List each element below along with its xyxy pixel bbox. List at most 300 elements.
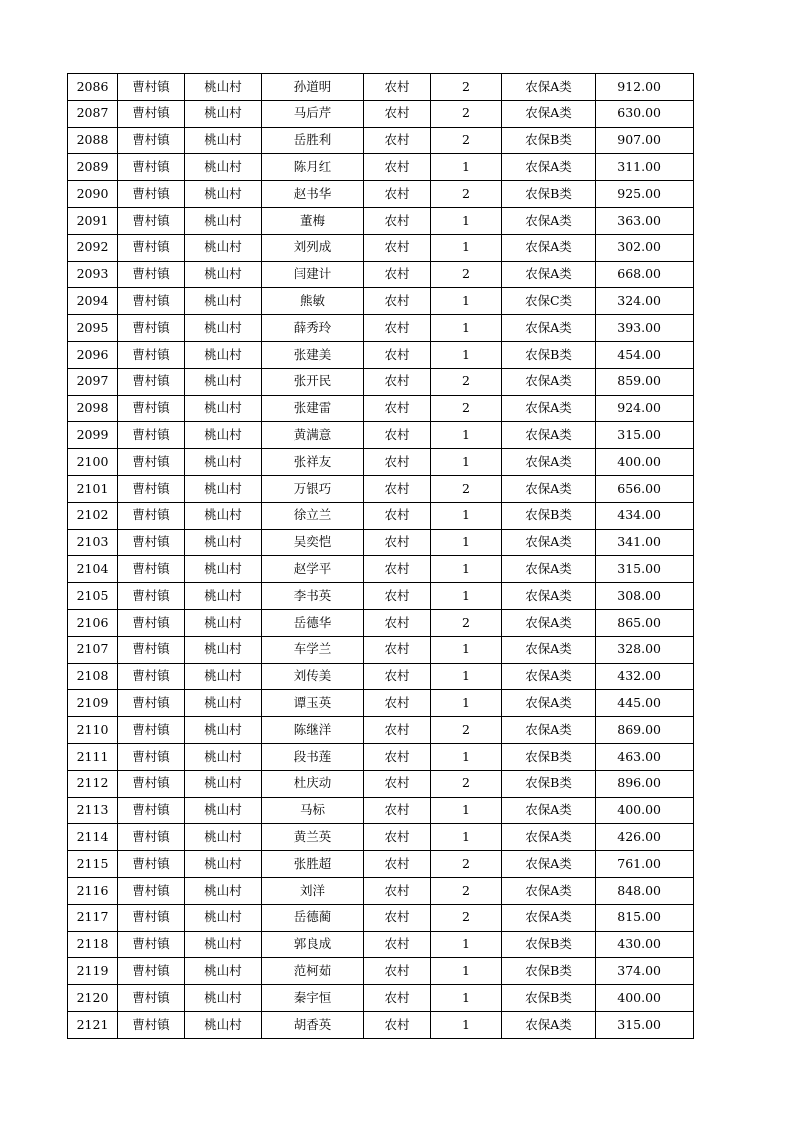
residence-type-cell: 农村: [364, 958, 431, 985]
household-size-cell: 1: [431, 502, 502, 529]
town-cell: 曹村镇: [118, 261, 185, 288]
amount-cell: 328.00: [596, 636, 694, 663]
household-size-cell: 1: [431, 556, 502, 583]
table-row: [68, 797, 694, 824]
person-name-cell: 刘列成: [262, 234, 364, 261]
town-cell: 曹村镇: [118, 341, 185, 368]
person-name-cell: 吴奕恺: [262, 529, 364, 556]
residence-type-cell: 农村: [364, 261, 431, 288]
household-size-cell: 1: [431, 797, 502, 824]
insurance-category-cell: 农保A类: [502, 717, 596, 744]
residence-type-cell: 农村: [364, 529, 431, 556]
insurance-category-cell: 农保A类: [502, 475, 596, 502]
town-cell: 曹村镇: [118, 797, 185, 824]
row-number-cell: 2112: [68, 770, 118, 797]
insurance-category-cell: 农保B类: [502, 985, 596, 1012]
insurance-category-cell: 农保A类: [502, 315, 596, 342]
village-cell: 桃山村: [185, 931, 262, 958]
residence-type-cell: 农村: [364, 449, 431, 476]
row-number-cell: 2093: [68, 261, 118, 288]
row-number-cell: 2098: [68, 395, 118, 422]
household-size-cell: 1: [431, 985, 502, 1012]
insurance-category-cell: 农保C类: [502, 288, 596, 315]
village-cell: 桃山村: [185, 502, 262, 529]
household-size-cell: 1: [431, 958, 502, 985]
row-number-cell: 2089: [68, 154, 118, 181]
household-size-cell: 1: [431, 663, 502, 690]
insurance-category-cell: 农保A类: [502, 100, 596, 127]
town-cell: 曹村镇: [118, 770, 185, 797]
person-name-cell: 刘洋: [262, 877, 364, 904]
household-size-cell: 1: [431, 154, 502, 181]
table-row: [68, 609, 694, 636]
insurance-category-cell: 农保A类: [502, 690, 596, 717]
residence-type-cell: 农村: [364, 341, 431, 368]
village-cell: 桃山村: [185, 422, 262, 449]
table-row: [68, 851, 694, 878]
town-cell: 曹村镇: [118, 931, 185, 958]
household-size-cell: 2: [431, 851, 502, 878]
residence-type-cell: 农村: [364, 690, 431, 717]
person-name-cell: 岳德蔺: [262, 904, 364, 931]
household-size-cell: 1: [431, 529, 502, 556]
table-row: [68, 556, 694, 583]
village-cell: 桃山村: [185, 556, 262, 583]
residence-type-cell: 农村: [364, 877, 431, 904]
town-cell: 曹村镇: [118, 181, 185, 208]
table-row: [68, 663, 694, 690]
household-size-cell: 2: [431, 609, 502, 636]
residence-type-cell: 农村: [364, 824, 431, 851]
table-row: [68, 475, 694, 502]
residence-type-cell: 农村: [364, 368, 431, 395]
residence-type-cell: 农村: [364, 931, 431, 958]
insurance-category-cell: 农保B类: [502, 341, 596, 368]
person-name-cell: 郭良成: [262, 931, 364, 958]
person-name-cell: 熊敏: [262, 288, 364, 315]
person-name-cell: 张胜超: [262, 851, 364, 878]
row-number-cell: 2106: [68, 609, 118, 636]
household-size-cell: 2: [431, 261, 502, 288]
person-name-cell: 万银巧: [262, 475, 364, 502]
town-cell: 曹村镇: [118, 368, 185, 395]
amount-cell: 865.00: [596, 609, 694, 636]
residence-type-cell: 农村: [364, 502, 431, 529]
village-cell: 桃山村: [185, 663, 262, 690]
village-cell: 桃山村: [185, 181, 262, 208]
amount-cell: 912.00: [596, 74, 694, 101]
residence-type-cell: 农村: [364, 154, 431, 181]
table-row: [68, 985, 694, 1012]
residence-type-cell: 农村: [364, 556, 431, 583]
person-name-cell: 陈月红: [262, 154, 364, 181]
insurance-category-cell: 农保A类: [502, 234, 596, 261]
row-number-cell: 2094: [68, 288, 118, 315]
village-cell: 桃山村: [185, 341, 262, 368]
insurance-category-cell: 农保A类: [502, 636, 596, 663]
town-cell: 曹村镇: [118, 154, 185, 181]
row-number-cell: 2108: [68, 663, 118, 690]
residence-type-cell: 农村: [364, 583, 431, 610]
table-row: [68, 181, 694, 208]
household-size-cell: 1: [431, 824, 502, 851]
person-name-cell: 张建美: [262, 341, 364, 368]
table-row: [68, 261, 694, 288]
amount-cell: 432.00: [596, 663, 694, 690]
village-cell: 桃山村: [185, 717, 262, 744]
amount-cell: 815.00: [596, 904, 694, 931]
household-size-cell: 1: [431, 288, 502, 315]
residence-type-cell: 农村: [364, 475, 431, 502]
table-row: [68, 690, 694, 717]
town-cell: 曹村镇: [118, 207, 185, 234]
household-size-cell: 2: [431, 904, 502, 931]
village-cell: 桃山村: [185, 288, 262, 315]
insurance-category-cell: 农保B类: [502, 181, 596, 208]
village-cell: 桃山村: [185, 824, 262, 851]
row-number-cell: 2092: [68, 234, 118, 261]
residence-type-cell: 农村: [364, 743, 431, 770]
residence-type-cell: 农村: [364, 797, 431, 824]
amount-cell: 848.00: [596, 877, 694, 904]
town-cell: 曹村镇: [118, 315, 185, 342]
household-size-cell: 1: [431, 931, 502, 958]
table-row: [68, 315, 694, 342]
row-number-cell: 2115: [68, 851, 118, 878]
village-cell: 桃山村: [185, 234, 262, 261]
row-number-cell: 2104: [68, 556, 118, 583]
town-cell: 曹村镇: [118, 288, 185, 315]
residence-type-cell: 农村: [364, 207, 431, 234]
amount-cell: 324.00: [596, 288, 694, 315]
town-cell: 曹村镇: [118, 127, 185, 154]
amount-cell: 761.00: [596, 851, 694, 878]
household-size-cell: 1: [431, 341, 502, 368]
town-cell: 曹村镇: [118, 100, 185, 127]
table-row: [68, 74, 694, 101]
row-number-cell: 2095: [68, 315, 118, 342]
residence-type-cell: 农村: [364, 851, 431, 878]
person-name-cell: 岳胜利: [262, 127, 364, 154]
table-row: [68, 636, 694, 663]
village-cell: 桃山村: [185, 100, 262, 127]
insurance-category-cell: 农保A类: [502, 797, 596, 824]
table-row: [68, 502, 694, 529]
village-cell: 桃山村: [185, 261, 262, 288]
residence-type-cell: 农村: [364, 127, 431, 154]
amount-cell: 445.00: [596, 690, 694, 717]
row-number-cell: 2117: [68, 904, 118, 931]
residence-type-cell: 农村: [364, 663, 431, 690]
row-number-cell: 2121: [68, 1011, 118, 1038]
insurance-category-cell: 农保A类: [502, 904, 596, 931]
person-name-cell: 车学兰: [262, 636, 364, 663]
insurance-category-cell: 农保B类: [502, 931, 596, 958]
person-name-cell: 黄满意: [262, 422, 364, 449]
town-cell: 曹村镇: [118, 422, 185, 449]
town-cell: 曹村镇: [118, 502, 185, 529]
household-size-cell: 1: [431, 207, 502, 234]
amount-cell: 426.00: [596, 824, 694, 851]
amount-cell: 400.00: [596, 797, 694, 824]
row-number-cell: 2119: [68, 958, 118, 985]
town-cell: 曹村镇: [118, 1011, 185, 1038]
person-name-cell: 陈继洋: [262, 717, 364, 744]
row-number-cell: 2111: [68, 743, 118, 770]
person-name-cell: 董梅: [262, 207, 364, 234]
row-number-cell: 2088: [68, 127, 118, 154]
row-number-cell: 2086: [68, 74, 118, 101]
household-size-cell: 2: [431, 395, 502, 422]
table-row: [68, 395, 694, 422]
insurance-category-cell: 农保A类: [502, 207, 596, 234]
amount-cell: 302.00: [596, 234, 694, 261]
residence-type-cell: 农村: [364, 422, 431, 449]
table-row: [68, 958, 694, 985]
household-size-cell: 1: [431, 449, 502, 476]
village-cell: 桃山村: [185, 877, 262, 904]
insurance-category-cell: 农保A类: [502, 556, 596, 583]
table-row: [68, 449, 694, 476]
amount-cell: 859.00: [596, 368, 694, 395]
amount-cell: 430.00: [596, 931, 694, 958]
row-number-cell: 2118: [68, 931, 118, 958]
table-row: [68, 234, 694, 261]
residence-type-cell: 农村: [364, 74, 431, 101]
row-number-cell: 2107: [68, 636, 118, 663]
person-name-cell: 段书莲: [262, 743, 364, 770]
amount-cell: 308.00: [596, 583, 694, 610]
row-number-cell: 2110: [68, 717, 118, 744]
amount-cell: 315.00: [596, 1011, 694, 1038]
row-number-cell: 2114: [68, 824, 118, 851]
table-row: [68, 422, 694, 449]
row-number-cell: 2087: [68, 100, 118, 127]
person-name-cell: 马标: [262, 797, 364, 824]
residence-type-cell: 农村: [364, 315, 431, 342]
amount-cell: 311.00: [596, 154, 694, 181]
town-cell: 曹村镇: [118, 985, 185, 1012]
insurance-category-cell: 农保A类: [502, 74, 596, 101]
table-row: [68, 931, 694, 958]
row-number-cell: 2101: [68, 475, 118, 502]
village-cell: 桃山村: [185, 985, 262, 1012]
household-size-cell: 2: [431, 368, 502, 395]
insurance-category-cell: 农保A类: [502, 395, 596, 422]
insurance-category-cell: 农保A类: [502, 449, 596, 476]
amount-cell: 315.00: [596, 556, 694, 583]
row-number-cell: 2091: [68, 207, 118, 234]
row-number-cell: 2090: [68, 181, 118, 208]
insurance-category-cell: 农保A类: [502, 583, 596, 610]
table-row: [68, 154, 694, 181]
data-table: [67, 73, 694, 1039]
insurance-category-cell: 农保A类: [502, 663, 596, 690]
village-cell: 桃山村: [185, 315, 262, 342]
person-name-cell: 孙道明: [262, 74, 364, 101]
town-cell: 曹村镇: [118, 663, 185, 690]
town-cell: 曹村镇: [118, 395, 185, 422]
person-name-cell: 刘传美: [262, 663, 364, 690]
town-cell: 曹村镇: [118, 583, 185, 610]
person-name-cell: 张建雷: [262, 395, 364, 422]
row-number-cell: 2120: [68, 985, 118, 1012]
residence-type-cell: 农村: [364, 904, 431, 931]
town-cell: 曹村镇: [118, 743, 185, 770]
town-cell: 曹村镇: [118, 234, 185, 261]
amount-cell: 924.00: [596, 395, 694, 422]
household-size-cell: 1: [431, 1011, 502, 1038]
insurance-category-cell: 农保A类: [502, 1011, 596, 1038]
residence-type-cell: 农村: [364, 636, 431, 663]
village-cell: 桃山村: [185, 958, 262, 985]
amount-cell: 869.00: [596, 717, 694, 744]
table-row: [68, 529, 694, 556]
amount-cell: 668.00: [596, 261, 694, 288]
row-number-cell: 2096: [68, 341, 118, 368]
village-cell: 桃山村: [185, 851, 262, 878]
row-number-cell: 2116: [68, 877, 118, 904]
table-row: [68, 127, 694, 154]
insurance-category-cell: 农保A类: [502, 877, 596, 904]
village-cell: 桃山村: [185, 770, 262, 797]
insurance-category-cell: 农保B类: [502, 127, 596, 154]
town-cell: 曹村镇: [118, 529, 185, 556]
person-name-cell: 岳德华: [262, 609, 364, 636]
insurance-category-cell: 农保A类: [502, 261, 596, 288]
household-size-cell: 2: [431, 877, 502, 904]
insurance-category-cell: 农保A类: [502, 422, 596, 449]
person-name-cell: 杜庆动: [262, 770, 364, 797]
insurance-category-cell: 农保A类: [502, 609, 596, 636]
residence-type-cell: 农村: [364, 234, 431, 261]
amount-cell: 630.00: [596, 100, 694, 127]
residence-type-cell: 农村: [364, 985, 431, 1012]
person-name-cell: 闫建计: [262, 261, 364, 288]
table-row: [68, 770, 694, 797]
table-row: [68, 207, 694, 234]
household-size-cell: 2: [431, 127, 502, 154]
village-cell: 桃山村: [185, 904, 262, 931]
person-name-cell: 胡香英: [262, 1011, 364, 1038]
person-name-cell: 赵书华: [262, 181, 364, 208]
insurance-category-cell: 农保B类: [502, 502, 596, 529]
row-number-cell: 2100: [68, 449, 118, 476]
residence-type-cell: 农村: [364, 1011, 431, 1038]
insurance-category-cell: 农保B类: [502, 958, 596, 985]
table-row: [68, 1011, 694, 1038]
insurance-category-cell: 农保B类: [502, 770, 596, 797]
amount-cell: 454.00: [596, 341, 694, 368]
amount-cell: 907.00: [596, 127, 694, 154]
village-cell: 桃山村: [185, 1011, 262, 1038]
row-number-cell: 2105: [68, 583, 118, 610]
person-name-cell: 张开民: [262, 368, 364, 395]
table-row: [68, 877, 694, 904]
row-number-cell: 2109: [68, 690, 118, 717]
town-cell: 曹村镇: [118, 717, 185, 744]
household-size-cell: 1: [431, 690, 502, 717]
town-cell: 曹村镇: [118, 958, 185, 985]
amount-cell: 925.00: [596, 181, 694, 208]
table-row: [68, 904, 694, 931]
household-size-cell: 1: [431, 636, 502, 663]
household-size-cell: 1: [431, 422, 502, 449]
residence-type-cell: 农村: [364, 717, 431, 744]
table-row: [68, 341, 694, 368]
residence-type-cell: 农村: [364, 100, 431, 127]
insurance-category-cell: 农保A类: [502, 154, 596, 181]
amount-cell: 896.00: [596, 770, 694, 797]
town-cell: 曹村镇: [118, 877, 185, 904]
village-cell: 桃山村: [185, 395, 262, 422]
table-body: [68, 74, 694, 1039]
person-name-cell: 谭玉英: [262, 690, 364, 717]
person-name-cell: 范柯茹: [262, 958, 364, 985]
village-cell: 桃山村: [185, 609, 262, 636]
village-cell: 桃山村: [185, 690, 262, 717]
table-row: [68, 717, 694, 744]
village-cell: 桃山村: [185, 449, 262, 476]
person-name-cell: 黄兰英: [262, 824, 364, 851]
person-name-cell: 张祥友: [262, 449, 364, 476]
table-row: [68, 824, 694, 851]
amount-cell: 374.00: [596, 958, 694, 985]
village-cell: 桃山村: [185, 475, 262, 502]
person-name-cell: 赵学平: [262, 556, 364, 583]
row-number-cell: 2102: [68, 502, 118, 529]
village-cell: 桃山村: [185, 368, 262, 395]
table-row: [68, 743, 694, 770]
residence-type-cell: 农村: [364, 770, 431, 797]
table-row: [68, 100, 694, 127]
amount-cell: 315.00: [596, 422, 694, 449]
person-name-cell: 薛秀玲: [262, 315, 364, 342]
person-name-cell: 李书英: [262, 583, 364, 610]
row-number-cell: 2103: [68, 529, 118, 556]
household-size-cell: 2: [431, 770, 502, 797]
person-name-cell: 马后芹: [262, 100, 364, 127]
household-size-cell: 1: [431, 234, 502, 261]
amount-cell: 400.00: [596, 449, 694, 476]
amount-cell: 463.00: [596, 743, 694, 770]
town-cell: 曹村镇: [118, 449, 185, 476]
town-cell: 曹村镇: [118, 636, 185, 663]
town-cell: 曹村镇: [118, 74, 185, 101]
residence-type-cell: 农村: [364, 181, 431, 208]
village-cell: 桃山村: [185, 743, 262, 770]
town-cell: 曹村镇: [118, 851, 185, 878]
person-name-cell: 徐立兰: [262, 502, 364, 529]
amount-cell: 393.00: [596, 315, 694, 342]
row-number-cell: 2099: [68, 422, 118, 449]
village-cell: 桃山村: [185, 583, 262, 610]
insurance-category-cell: 农保A类: [502, 824, 596, 851]
table-row: [68, 368, 694, 395]
row-number-cell: 2097: [68, 368, 118, 395]
amount-cell: 400.00: [596, 985, 694, 1012]
row-number-cell: 2113: [68, 797, 118, 824]
town-cell: 曹村镇: [118, 475, 185, 502]
household-size-cell: 2: [431, 181, 502, 208]
village-cell: 桃山村: [185, 636, 262, 663]
amount-cell: 341.00: [596, 529, 694, 556]
village-cell: 桃山村: [185, 154, 262, 181]
insurance-category-cell: 农保A类: [502, 851, 596, 878]
residence-type-cell: 农村: [364, 288, 431, 315]
residence-type-cell: 农村: [364, 609, 431, 636]
household-size-cell: 2: [431, 475, 502, 502]
